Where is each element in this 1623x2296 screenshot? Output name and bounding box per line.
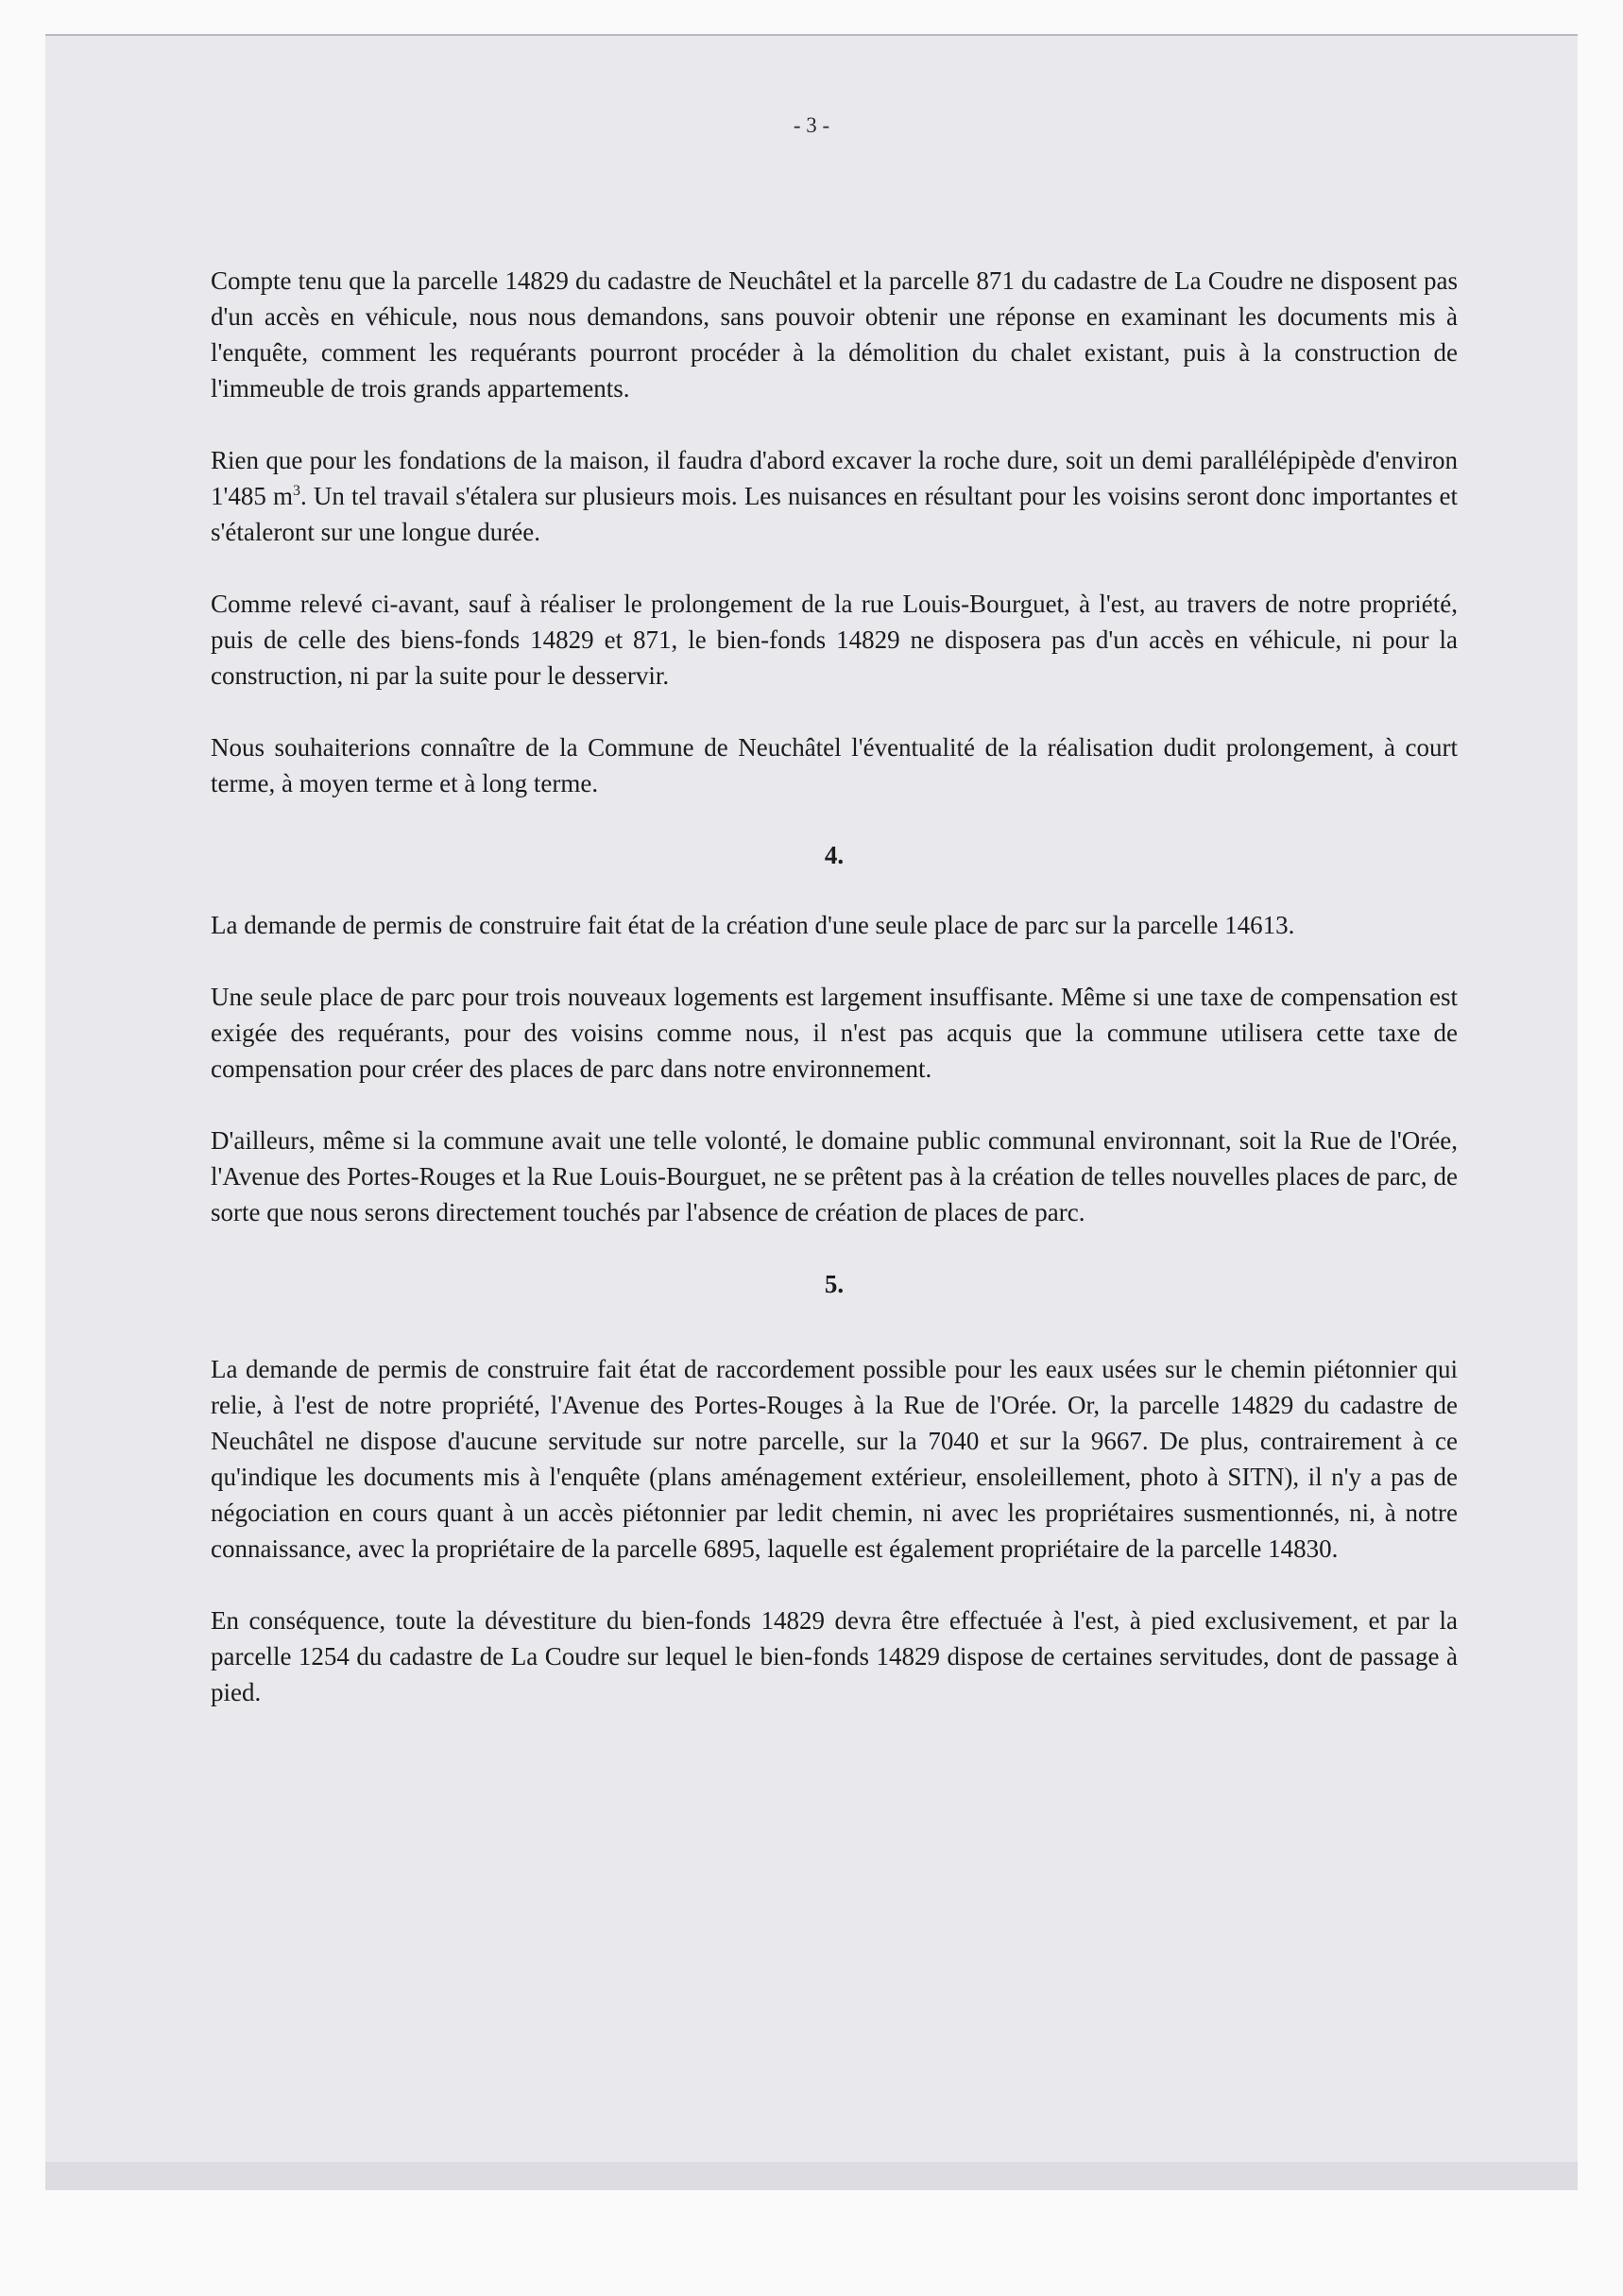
paragraph-parking-request: La demande de permis de construire fait état de la création d'une seule place de parc sur la parcelle 14613. xyxy=(211,911,1295,939)
paragraph-parking-insufficient: Une seule place de parc pour trois nouveaux logements est largement insuffisante. Même si une taxe de compensation est exigée des requérants, pour des voisins comme nous, il n'est pas acquis que la commune utilisera cette taxe de compensation pour créer des places de parc dans notre environnement. xyxy=(211,983,1458,1083)
paragraph-wastewater: La demande de permis de construire fait état de raccordement possible pour les eaux usées sur le chemin piétonnier qui relie, à l'est de notre propriété, l'Avenue des Portes-Rouges à la Rue de l'Orée. Or, la parcelle 14829 du cadastre de Neuchâtel ne dispose d'aucune servitude sur notre parcelle, sur la 7040 et sur la 9667. De plus, contrairement à ce qu'indique les documents mis à l'enquête (plans aménagement extérieur, ensoleillement, photo à SITN), il n'y a pas de négociation en cours quant à un accès piétonnier par ledit chemin, ni avec les propriétaires susmentionnés, ni, à notre connaissance, avec la propriétaire de la parcelle 6895, laquelle est également propriétaire de la parcelle 14830. xyxy=(211,1355,1458,1563)
cubic-superscript: 3 xyxy=(293,483,300,499)
paragraph-conclusion-access: En conséquence, toute la dévestiture du bien-fonds 14829 devra être effectuée à l'est, à pied exclusivement, et par la parcelle 1254 du cadastre de La Coudre sur lequel le bien-fonds 14829 dispose de certaines servitudes, dont de passage à pied. xyxy=(211,1606,1458,1706)
paragraph-public-domain: D'ailleurs, même si la commune avait une telle volonté, le domaine public communal environnant, soit la Rue de l'Orée, l'Avenue des Portes-Rouges et la Rue Louis-Bourguet, ne se prêtent pas à la création de telles nouvelles places de parc, de sorte que nous serons directement touchés par l'absence de création de places de parc. xyxy=(211,1126,1458,1226)
page-number: - 3 - xyxy=(793,113,830,137)
letter-body xyxy=(211,263,1458,1746)
section-number-4: 4. xyxy=(824,841,845,869)
paragraph-foundations xyxy=(211,442,1458,550)
paragraph-commune-question: Nous souhaiterions connaître de la Commune de Neuchâtel l'éventualité de la réalisation dudit prolongement, à court terme, à moyen terme et à long terme. xyxy=(211,733,1458,797)
paragraph-foundations-text-end: . Un tel travail s'étalera sur plusieurs mois. Les nuisances en résultant pour les voisins seront donc importantes et s'étaleront sur une longue durée. xyxy=(211,482,1458,546)
paragraph-access-demolition: Compte tenu que la parcelle 14829 du cadastre de Neuchâtel et la parcelle 871 du cadastre de La Coudre ne disposent pas d'un accès en véhicule, nous nous demandons, sans pouvoir obtenir une réponse en examinant les documents mis à l'enquête, comment les requérants pourront procéder à la démolition du chalet existant, puis à la construction de l'immeuble de trois grands appartements. xyxy=(211,266,1458,403)
paragraph-road-extension: Comme relevé ci-avant, sauf à réaliser le prolongement de la rue Louis-Bourguet, à l'est, au travers de notre propriété, puis de celle des biens-fonds 14829 et 871, le bien-fonds 14829 ne disposera pas d'un accès en véhicule, ni pour la construction, ni par la suite pour le desservir. xyxy=(211,590,1458,690)
section-number-5: 5. xyxy=(824,1270,845,1298)
scanned-page xyxy=(45,34,1578,2190)
paragraph-foundations-text: Rien que pour les fondations de la maison, il faudra d'abord excaver la roche dure, soit un demi parallélépipède d'environ 1'485 m xyxy=(211,446,1458,510)
